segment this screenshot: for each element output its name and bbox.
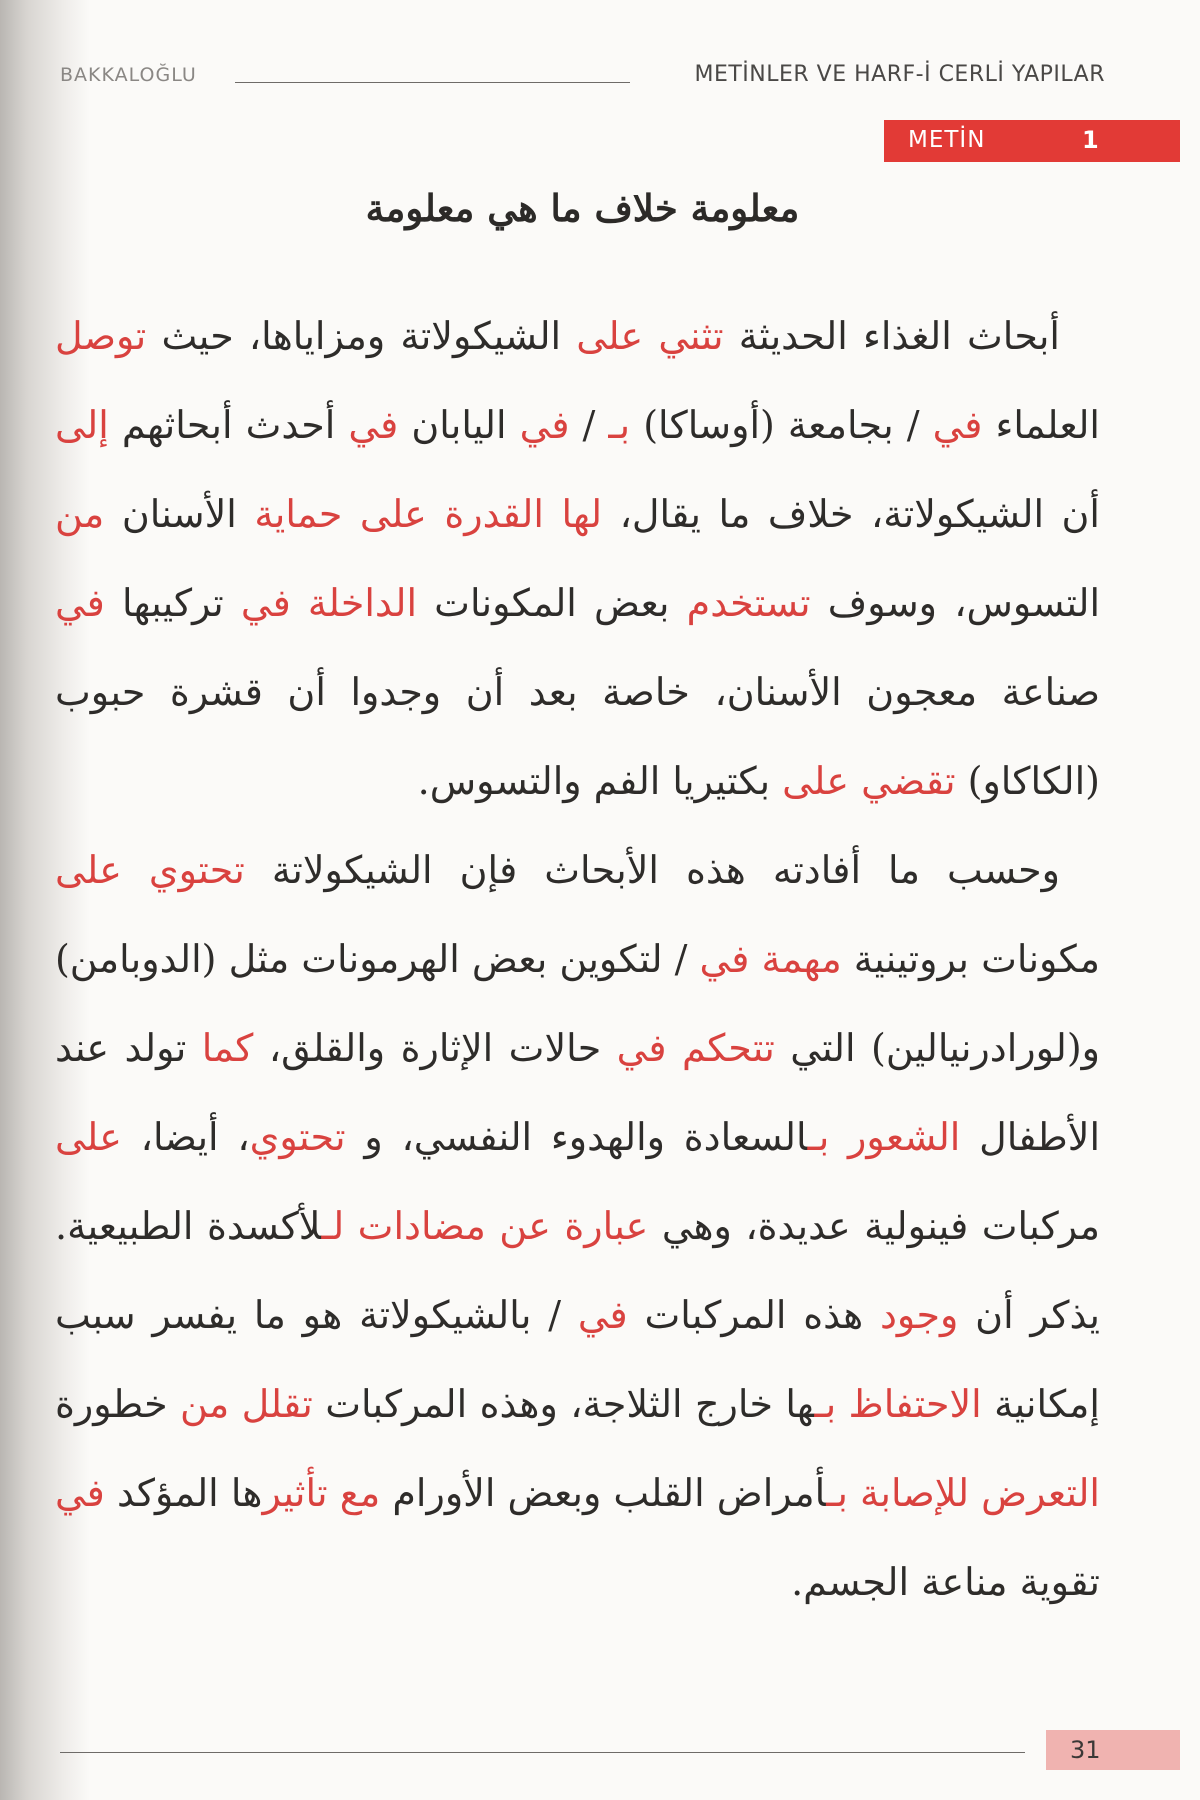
highlighted-phrase: توصل (55, 314, 147, 358)
highlighted-phrase: الاحتفاظ بـ (814, 1382, 982, 1426)
highlighted-phrase: كما (201, 1026, 254, 1070)
highlighted-phrase: تستخدم (686, 581, 811, 625)
text-segment: مكونات بروتينية (841, 937, 1100, 981)
arabic-text-body (55, 292, 1100, 1627)
paragraph (55, 826, 1100, 1627)
text-segment: ها خارج الثلاجة، وهذه المركبات (312, 1382, 815, 1426)
highlighted-phrase: تقضي على (782, 759, 956, 803)
text-segment: / بالشيكولاتة هو ما يفسر سبب إمكانية (55, 1293, 1100, 1426)
highlighted-phrase: مهمة في (699, 937, 842, 981)
text-segment: تولد عند الأطفال (55, 1026, 1101, 1159)
text-segment: العلماء (982, 403, 1100, 447)
text-segment: وحسب ما أفادته هذه الأبحاث فإن الشيكولاتة (244, 848, 1060, 892)
text-segment: مركبات فينولية عديدة، وهي (648, 1204, 1101, 1248)
highlighted-phrase: بـ (608, 403, 631, 447)
text-segment: أبحاث الغذاء الحديثة (723, 314, 1060, 358)
highlighted-phrase: في (55, 581, 105, 625)
highlighted-phrase: في (55, 1471, 105, 1515)
paragraph (55, 292, 1100, 826)
text-segment: اليابان (398, 403, 520, 447)
metin-label: METİN (908, 127, 986, 153)
highlighted-phrase: من (55, 492, 105, 536)
highlighted-phrase: تقلل من (179, 1382, 313, 1426)
page-number-box (1046, 1730, 1180, 1770)
highlighted-phrase: الداخلة في (240, 581, 417, 625)
page-number: 31 (1070, 1736, 1101, 1764)
text-segment: أن الشيكولاتة، خلاف ما يقال، (602, 492, 1100, 536)
highlighted-phrase: تحتوي (249, 1115, 346, 1159)
page-title: معلومة خلاف ما هي معلومة (365, 186, 800, 230)
text-segment: / (569, 403, 609, 447)
text-segment: تقوية مناعة الجسم. (791, 1560, 1100, 1604)
highlighted-phrase: تتحكم في (616, 1026, 775, 1070)
text-segment: خطورة (55, 1382, 180, 1426)
text-segment: بعض المكونات (417, 581, 687, 625)
highlighted-phrase: وجود (879, 1293, 959, 1337)
text-segment: ها المؤكد (104, 1471, 263, 1515)
highlighted-phrase: في (932, 403, 983, 447)
header-rule (235, 82, 630, 83)
text-segment: التسوس، وسوف (810, 581, 1100, 625)
highlighted-phrase: التعرض للإصابة بـ (826, 1471, 1100, 1515)
text-segment: صناعة معجون الأسنان، خاصة بعد أن وجدوا أن قشرة حبوب (الكاكاو) (55, 670, 1100, 803)
highlighted-phrase: في (519, 403, 570, 447)
running-header (60, 58, 1105, 98)
footer-rule (60, 1752, 1025, 1753)
text-segment: بكتيريا الفم والتسوس. (417, 759, 783, 803)
highlighted-phrase: تحتوي على (55, 848, 245, 892)
highlighted-phrase: تثني على (576, 314, 724, 358)
text-segment: ، أيضا، (121, 1115, 250, 1159)
header-author: BAKKALOĞLU (60, 64, 197, 86)
text-segment: حالات الإثارة والقلق، (253, 1026, 617, 1070)
highlighted-phrase: في (348, 403, 399, 447)
highlighted-phrase: في (577, 1293, 628, 1337)
highlighted-phrase: الشعور بـ (807, 1115, 961, 1159)
highlighted-phrase: مع تأثير (262, 1471, 381, 1515)
metin-label-box (884, 120, 1180, 162)
text-segment: هذه المركبات (627, 1293, 880, 1337)
metin-number: 1 (1082, 126, 1099, 154)
highlighted-phrase: لها القدرة على حماية (254, 492, 603, 536)
text-segment: / بجامعة (أوساكا) (630, 403, 933, 447)
text-segment: أمراض القلب وبعض الأورام (380, 1471, 827, 1515)
highlighted-phrase: على (55, 1115, 122, 1159)
header-section-title: METİNLER VE HARF-İ CERLİ YAPILAR (694, 62, 1105, 87)
text-segment: أحدث أبحاثهم (108, 403, 349, 447)
text-segment: / لتكوين بعض الهرمونات مثل (الدوبامن) و(لورادرنيالين) التي (54, 937, 1101, 1070)
text-segment: تركيبها (104, 581, 241, 625)
highlighted-phrase: عبارة عن مضادات لـ (321, 1204, 649, 1248)
text-segment: لأكسدة الطبيعية. يذكر أن (55, 1204, 1100, 1337)
text-segment: الأسنان (104, 492, 255, 536)
highlighted-phrase: إلى (55, 403, 109, 447)
text-segment: الشيكولاتة ومزاياها، حيث (146, 314, 577, 358)
text-segment: السعادة والهدوء النفسي، و (345, 1115, 808, 1159)
